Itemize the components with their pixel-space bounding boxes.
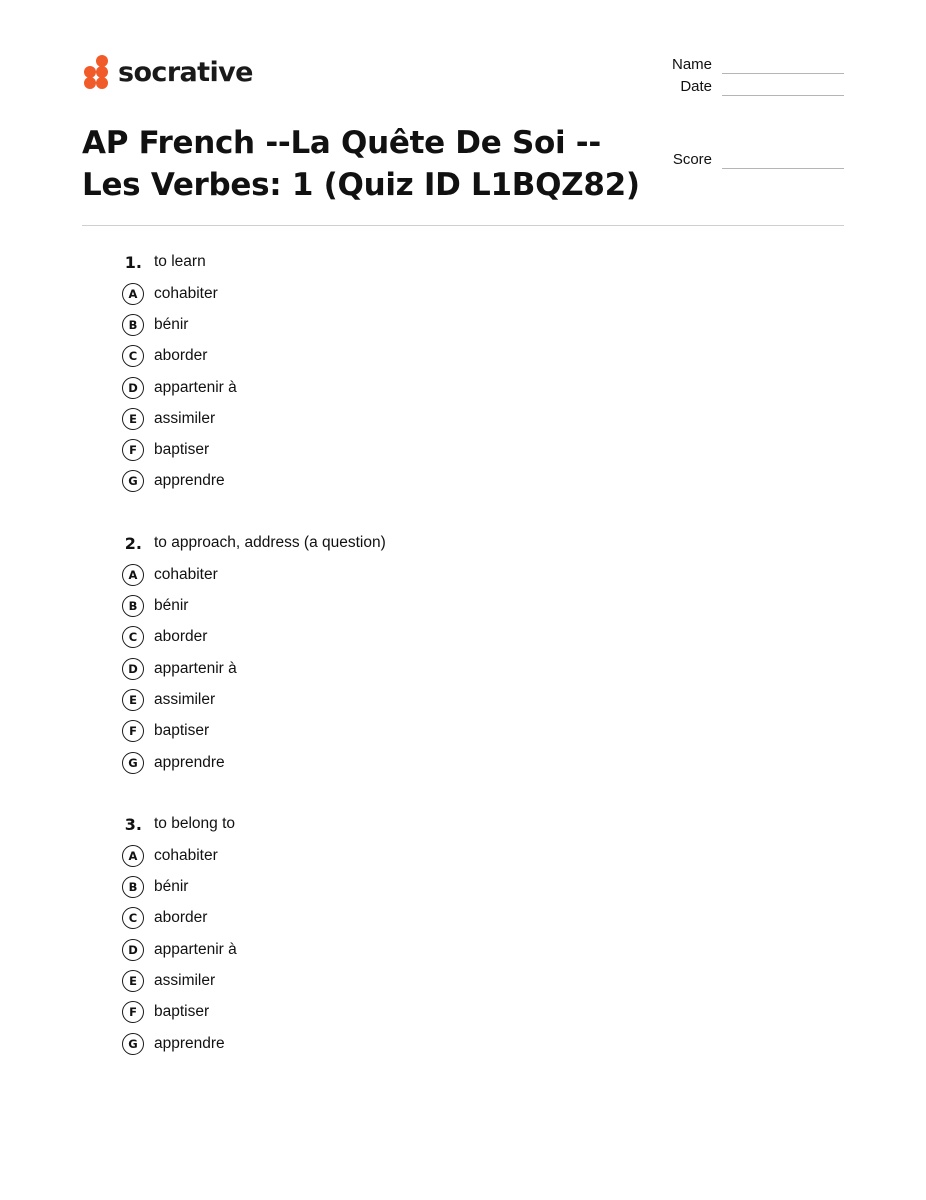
date-label: Date	[680, 78, 712, 95]
option-text: baptiser	[154, 722, 210, 740]
question-number: 2.	[124, 533, 142, 553]
question-number: 1.	[124, 252, 142, 272]
option-text: assimiler	[154, 690, 216, 708]
date-field[interactable]	[652, 78, 844, 96]
answer-option[interactable]	[120, 622, 386, 653]
option-text: assimiler	[154, 971, 216, 989]
answer-option[interactable]	[120, 278, 386, 309]
answer-option[interactable]	[120, 434, 386, 465]
option-text: appartenir à	[154, 940, 237, 958]
option-letter-circle[interactable]: B	[122, 314, 144, 336]
answer-option[interactable]	[120, 997, 386, 1028]
quiz-title-line-2: Les Verbes: 1 (Quiz ID L1BQZ82)	[82, 167, 640, 203]
option-letter-circle[interactable]: B	[122, 595, 144, 617]
option-letter-circle[interactable]: E	[122, 689, 144, 711]
answer-option[interactable]	[120, 341, 386, 372]
answer-option[interactable]	[120, 559, 386, 590]
question-3	[120, 812, 386, 1059]
option-letter-circle[interactable]: F	[122, 439, 144, 461]
option-letter-circle[interactable]: G	[122, 1033, 144, 1055]
option-text: baptiser	[154, 1003, 210, 1021]
option-text: bénir	[154, 878, 189, 896]
question-list	[120, 250, 386, 1093]
option-text: appartenir à	[154, 378, 237, 396]
option-letter-circle[interactable]: C	[122, 345, 144, 367]
answer-option[interactable]	[120, 840, 386, 871]
option-letter-circle[interactable]: G	[122, 752, 144, 774]
answer-option[interactable]	[120, 653, 386, 684]
answer-option[interactable]	[120, 965, 386, 996]
answer-option[interactable]	[120, 590, 386, 621]
question-prompt: to learn	[154, 253, 206, 270]
option-letter-circle[interactable]: F	[122, 720, 144, 742]
option-letter-circle[interactable]: C	[122, 907, 144, 929]
answer-option[interactable]	[120, 903, 386, 934]
option-letter-circle[interactable]: E	[122, 970, 144, 992]
option-text: aborder	[154, 628, 208, 646]
name-label: Name	[671, 56, 712, 73]
score-field[interactable]	[652, 151, 844, 169]
option-letter-circle[interactable]: G	[122, 470, 144, 492]
option-letter-circle[interactable]: A	[122, 564, 144, 586]
brand-name: socrative	[118, 56, 253, 88]
option-text: bénir	[154, 597, 189, 615]
header-divider	[82, 225, 844, 226]
answer-option[interactable]	[120, 747, 386, 778]
option-letter-circle[interactable]: E	[122, 408, 144, 430]
socrative-logo	[82, 52, 253, 92]
option-text: apprendre	[154, 753, 225, 771]
option-text: apprendre	[154, 472, 225, 490]
question-header	[120, 812, 386, 836]
answer-option[interactable]	[120, 716, 386, 747]
date-line[interactable]	[722, 80, 844, 96]
name-line[interactable]	[722, 58, 844, 74]
answer-option[interactable]	[120, 1028, 386, 1059]
answer-option[interactable]	[120, 309, 386, 340]
option-text: cohabiter	[154, 565, 218, 583]
option-letter-circle[interactable]: A	[122, 283, 144, 305]
option-text: cohabiter	[154, 846, 218, 864]
option-text: baptiser	[154, 441, 210, 459]
answer-option[interactable]	[120, 372, 386, 403]
answer-option[interactable]	[120, 684, 386, 715]
question-prompt: to belong to	[154, 815, 236, 833]
question-header	[120, 531, 386, 555]
answer-option[interactable]	[120, 403, 386, 434]
score-line[interactable]	[722, 153, 844, 169]
answer-option[interactable]	[120, 466, 386, 497]
hexagon-logo-icon	[82, 54, 110, 90]
question-1	[120, 250, 386, 497]
option-text: aborder	[154, 347, 208, 365]
option-text: apprendre	[154, 1034, 225, 1052]
option-text: aborder	[154, 909, 208, 927]
name-field[interactable]	[652, 56, 844, 74]
option-letter-circle[interactable]: D	[122, 377, 144, 399]
option-letter-circle[interactable]: B	[122, 876, 144, 898]
option-text: assimiler	[154, 409, 216, 427]
option-letter-circle[interactable]: D	[122, 658, 144, 680]
option-letter-circle[interactable]: A	[122, 845, 144, 867]
answer-option[interactable]	[120, 871, 386, 902]
option-text: cohabiter	[154, 284, 218, 302]
question-2	[120, 531, 386, 778]
answer-option[interactable]	[120, 934, 386, 965]
option-letter-circle[interactable]: F	[122, 1001, 144, 1023]
option-text: bénir	[154, 315, 189, 333]
option-text: appartenir à	[154, 659, 237, 677]
quiz-title-line-1: AP French --La Quête De Soi --	[82, 125, 601, 161]
question-header	[120, 250, 386, 274]
quiz-title	[82, 122, 642, 206]
question-prompt: to approach, address (a question)	[154, 534, 386, 552]
question-number: 3.	[124, 814, 142, 834]
option-letter-circle[interactable]: C	[122, 626, 144, 648]
option-letter-circle[interactable]: D	[122, 939, 144, 961]
score-label: Score	[672, 151, 712, 168]
